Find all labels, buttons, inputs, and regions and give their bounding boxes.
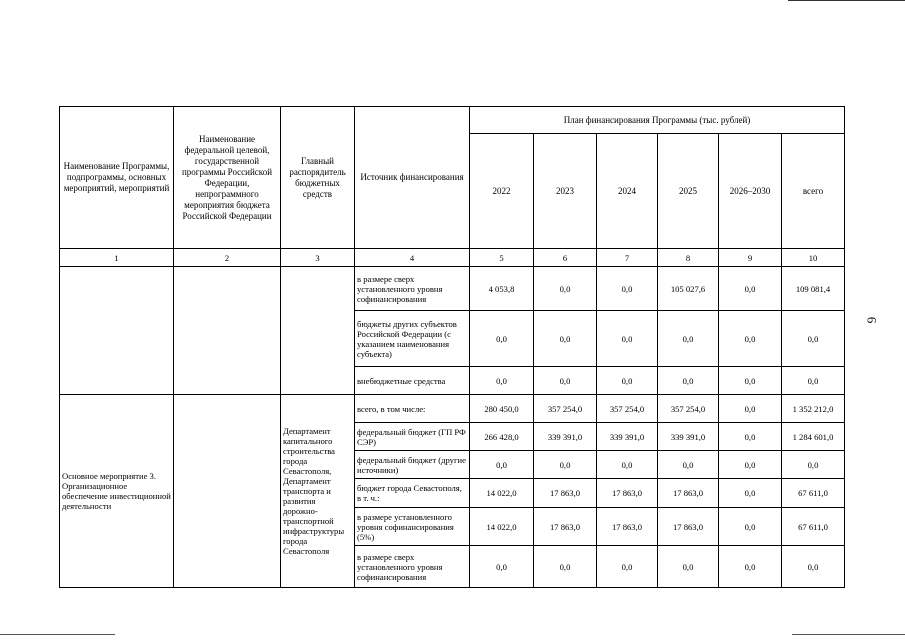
value-cell: 17 863,0 (597, 508, 658, 546)
value-cell: 0,0 (658, 546, 719, 588)
source-cell: бюджет города Севастополя, в т. ч.: (355, 479, 470, 508)
value-cell: 0,0 (782, 451, 845, 479)
source-cell: федеральный бюджет (другие источники) (355, 451, 470, 479)
source-cell: федеральный бюджет (ГП РФ СЭР) (355, 423, 470, 451)
value-cell: 0,0 (719, 395, 782, 423)
value-cell: 0,0 (719, 367, 782, 395)
value-cell: 280 450,0 (470, 395, 534, 423)
header-federal-program: Наименование федеральной целевой, государственной программы Российской Федерации, непрограммного мероприятия бюджета Российской Федерации (174, 107, 281, 249)
source-cell: всего, в том числе: (355, 395, 470, 423)
value-cell: 266 428,0 (470, 423, 534, 451)
column-number: 8 (658, 249, 719, 267)
value-cell: 67 611,0 (782, 508, 845, 546)
value-cell: 0,0 (534, 311, 597, 367)
value-cell: 339 391,0 (597, 423, 658, 451)
header-program: Наименование Программы, подпрограммы, основных мероприятий, мероприятий (60, 107, 174, 249)
source-cell: в размере установленного уровня софинансирования (5%) (355, 508, 470, 546)
value-cell: 339 391,0 (658, 423, 719, 451)
value-cell: 0,0 (597, 367, 658, 395)
federal-program-cell-empty (174, 267, 281, 395)
executor-cell: Департамент капитального строительства города Севастополя, Департамент транспорта и развития дорожно-транспортной инфраструктуры города Севастополя (281, 395, 355, 588)
top-rule (788, 0, 905, 1)
value-cell: 17 863,0 (534, 479, 597, 508)
value-cell: 0,0 (658, 367, 719, 395)
value-cell: 357 254,0 (597, 395, 658, 423)
value-cell: 0,0 (470, 546, 534, 588)
header-year: 2026–2030 (719, 134, 782, 249)
column-number: 7 (597, 249, 658, 267)
bottom-rule-right (792, 634, 905, 635)
value-cell: 0,0 (597, 451, 658, 479)
value-cell: 0,0 (719, 311, 782, 367)
value-cell: 0,0 (719, 479, 782, 508)
column-number: 1 (60, 249, 174, 267)
value-cell: 0,0 (534, 367, 597, 395)
value-cell: 17 863,0 (658, 508, 719, 546)
financing-table (59, 106, 845, 588)
source-cell: бюджеты других субъектов Российской Федерации (с указанием наименования субъекта) (355, 311, 470, 367)
federal-program-cell-empty (174, 395, 281, 588)
value-cell: 0,0 (534, 451, 597, 479)
value-cell: 0,0 (534, 267, 597, 311)
main-event-cell: Основное мероприятие 3. Организационное обеспечение инвестиционной деятельности (60, 395, 174, 588)
value-cell: 0,0 (719, 508, 782, 546)
column-number: 3 (281, 249, 355, 267)
value-cell: 0,0 (470, 451, 534, 479)
value-cell: 0,0 (782, 367, 845, 395)
executor-cell-empty (281, 267, 355, 395)
source-cell: в размере сверх установленного уровня софинансирования (355, 546, 470, 588)
source-cell: в размере сверх установленного уровня софинансирования (355, 267, 470, 311)
value-cell: 1 352 212,0 (782, 395, 845, 423)
column-number: 9 (719, 249, 782, 267)
value-cell: 0,0 (719, 267, 782, 311)
value-cell: 14 022,0 (470, 479, 534, 508)
value-cell: 105 027,6 (658, 267, 719, 311)
column-number: 6 (534, 249, 597, 267)
value-cell: 0,0 (719, 546, 782, 588)
value-cell: 67 611,0 (782, 479, 845, 508)
header-year: 2022 (470, 134, 534, 249)
value-cell: 17 863,0 (658, 479, 719, 508)
header-executor: Главный распорядитель бюджетных средств (281, 107, 355, 249)
header-year: 2024 (597, 134, 658, 249)
value-cell: 0,0 (782, 546, 845, 588)
column-number: 2 (174, 249, 281, 267)
value-cell: 0,0 (597, 267, 658, 311)
value-cell: 0,0 (782, 311, 845, 367)
value-cell: 0,0 (719, 423, 782, 451)
header-year: 2025 (658, 134, 719, 249)
value-cell: 0,0 (470, 367, 534, 395)
source-cell: внебюджетные средства (355, 367, 470, 395)
value-cell: 17 863,0 (534, 508, 597, 546)
value-cell: 1 284 601,0 (782, 423, 845, 451)
program-cell-empty (60, 267, 174, 395)
header-total: всего (782, 134, 845, 249)
value-cell: 0,0 (470, 311, 534, 367)
value-cell: 0,0 (658, 451, 719, 479)
bottom-rule-left (0, 634, 115, 635)
header-year: 2023 (534, 134, 597, 249)
value-cell: 17 863,0 (597, 479, 658, 508)
page-number: 6 (864, 316, 880, 324)
value-cell: 0,0 (597, 546, 658, 588)
value-cell: 0,0 (534, 546, 597, 588)
value-cell: 339 391,0 (534, 423, 597, 451)
value-cell: 109 081,4 (782, 267, 845, 311)
value-cell: 4 053,8 (470, 267, 534, 311)
value-cell: 357 254,0 (534, 395, 597, 423)
value-cell: 0,0 (719, 451, 782, 479)
column-number: 4 (355, 249, 470, 267)
column-number: 5 (470, 249, 534, 267)
header-source: Источник финансирования (355, 107, 470, 249)
value-cell: 357 254,0 (658, 395, 719, 423)
value-cell: 0,0 (658, 311, 719, 367)
value-cell: 0,0 (597, 311, 658, 367)
header-plan: План финансирования Программы (тыс. рублей) (470, 107, 845, 134)
column-number: 10 (782, 249, 845, 267)
value-cell: 14 022,0 (470, 508, 534, 546)
